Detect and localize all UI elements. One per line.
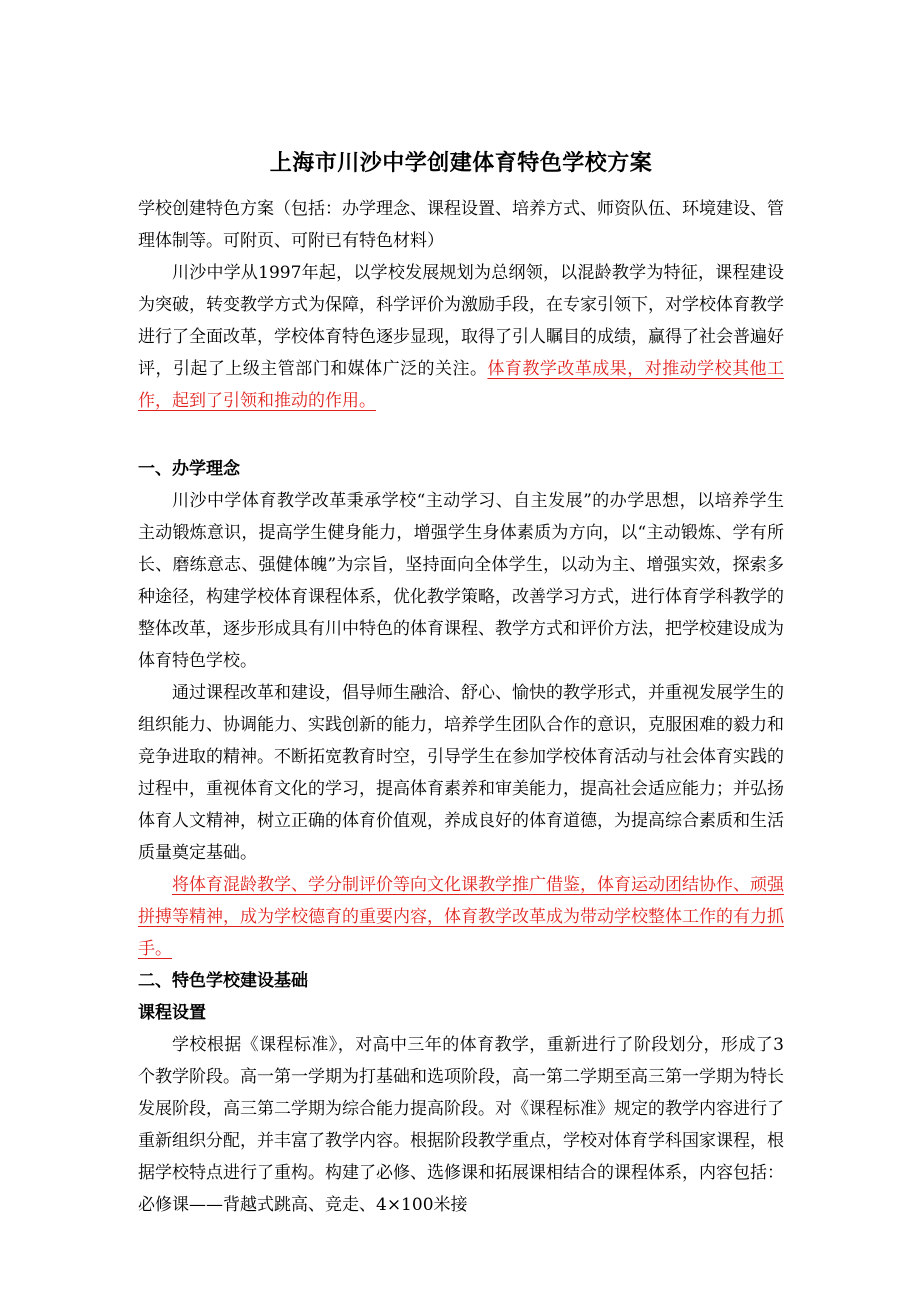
section-heading-foundation: 二、特色学校建设基础 [138, 971, 308, 991]
document-title: 上海市川沙中学创建体育特色学校方案 [269, 151, 653, 176]
curriculum-paragraph-1: 学校根据《课程标准》，对高中三年的体育教学，重新进行了阶段划分，形成了3个教学阶段。高一第一学期为打基础和选项阶段，高一第二学期至高三第一学期为特长发展阶段，高三第二学期为综合能力提高阶段。对《课程标准》规定的教学内容进行了重新组织分配，并丰富了教学内容。根据阶段教学重点，学校对体育学科国家课程，根据学校特点进行了重构。构建了必修、选修课和拓展课相结合的课程体系，内容包括：必修课——背越式跳高、竞走、4×100米接 [138, 1035, 784, 1215]
subsection-heading-curriculum: 课程设置 [138, 1003, 206, 1023]
section-gap [138, 417, 784, 453]
philosophy-paragraph-2: 通过课程改革和建设，倡导师生融洽、舒心、愉快的教学形式，并重视发展学生的组织能力、协调能力、实践创新的能力，培养学生团队合作的意识，克服困难的毅力和竞争进取的精神。不断拓宽教育时空，引导学生在参加学校体育活动与社会体育实践的过程中，重视体育文化的学习，提高体育素养和审美能力，提高社会适应能力；并弘扬体育人文精神，树立正确的体育价值观，养成良好的体育道德，为提高综合素质和生活质量奠定基础。 [138, 683, 784, 863]
document-page [138, 148, 784, 1221]
intro-note: 学校创建特色方案（包括：办学理念、课程设置、培养方式、师资队伍、环境建设、管理体制等。可附页、可附已有特色材料） [138, 199, 784, 251]
intro-paragraph-highlight: 体育教学改革成果，对推动学校其他工作，起到了引领和推动的作用。 [138, 359, 785, 411]
intro-paragraph-text: 川沙中学从1997年起，以学校发展规划为总纲领，以混龄教学为特征，课程建设为突破，转变教学方式为保障，科学评价为激励手段，在专家引领下，对学校体育教学进行了全面改革，学校体育特色逐步显现，取得了引人瞩目的成绩，赢得了社会普遍好评，引起了上级主管部门和媒体广泛的关注。 [138, 263, 784, 379]
philosophy-paragraph-3 [138, 869, 784, 965]
philosophy-paragraph-3-highlight: 将体育混龄教学、学分制评价等向文化课教学推广借鉴，体育运动团结协作、顽强拼搏等精神，成为学校德育的重要内容，体育教学改革成为带动学校整体工作的有力抓手。 [138, 875, 784, 959]
section-heading-philosophy: 一、办学理念 [138, 459, 240, 479]
philosophy-paragraph-1: 川沙中学体育教学改革秉承学校“主动学习、自主发展”的办学思想，以培养学生主动锻炼意识，提高学生健身能力，增强学生身体素质为方向，以“主动锻炼、学有所长、磨练意志、强健体魄”为宗旨，坚持面向全体学生，以动为主、增强实效，探索多种途径，构建学校体育课程体系，优化教学策略，改善学习方式，进行体育学科教学的整体改革，逐步形成具有川中特色的体育课程、教学方式和评价方法，把学校建设成为体育特色学校。 [138, 491, 784, 671]
intro-paragraph [138, 257, 784, 417]
